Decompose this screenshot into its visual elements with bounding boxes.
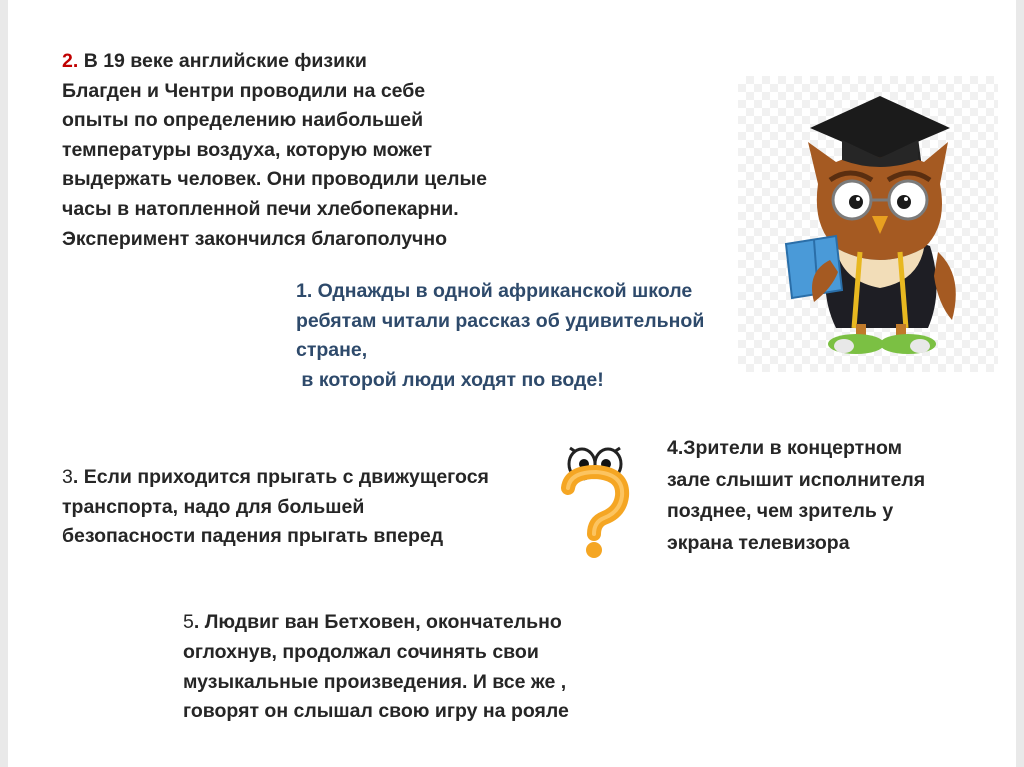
text-line: стране, (296, 339, 368, 362)
text-line: . Людвиг ван Бетховен, окончательно (193, 611, 562, 633)
text-line: безопасности падения прыгать вперед (62, 525, 444, 548)
text-line: оглохнув, продолжал сочинять свои (183, 640, 539, 663)
text-line: в которой люди ходят по воде! (296, 368, 604, 391)
text-line: Благден и Чентри проводили на себе (62, 79, 426, 102)
owl-professor-icon (738, 76, 998, 372)
text-block-5 (183, 608, 569, 727)
item-number: 3 (62, 466, 73, 488)
text-line: ребятам читали рассказ об удивительной (296, 309, 705, 332)
text-block-3 (62, 463, 489, 552)
text-line: часы в натопленной печи хлебопекарни. (62, 197, 459, 220)
text-line: опыты по определению наибольшей (62, 109, 424, 132)
text-line: В 19 веке английские физики (83, 50, 367, 72)
text-line: транспорта, надо для большей (62, 495, 365, 518)
text-line: 4.Зрители в концертном (667, 437, 903, 459)
text-line: . Если приходится прыгать с движущегося (72, 466, 489, 488)
text-line: температуры воздуха, которую может (62, 138, 433, 161)
text-line: 1. Однажды в одной африканской школе (296, 280, 693, 302)
text-line: экрана телевизора (667, 531, 850, 554)
owl-professor-image (738, 76, 998, 372)
slide (8, 0, 1016, 767)
text-line: Эксперимент закончился благополучно (62, 227, 448, 250)
question-mark-image (556, 442, 634, 560)
text-line: позднее, чем зритель у (667, 500, 894, 522)
text-block-1 (296, 277, 704, 395)
text-block-2 (62, 47, 487, 254)
item-number: 5 (183, 611, 194, 633)
item-number: 2. (62, 50, 79, 72)
text-line: зале слышит исполнителя (667, 468, 926, 491)
text-line: говорят он слышал свою игру на рояле (183, 700, 569, 723)
text-line: выдержать человек. Они проводили целые (62, 168, 487, 191)
text-line: музыкальные произведения. И все же , (183, 670, 567, 693)
text-block-4 (667, 433, 925, 559)
question-mark-icon (556, 442, 634, 560)
